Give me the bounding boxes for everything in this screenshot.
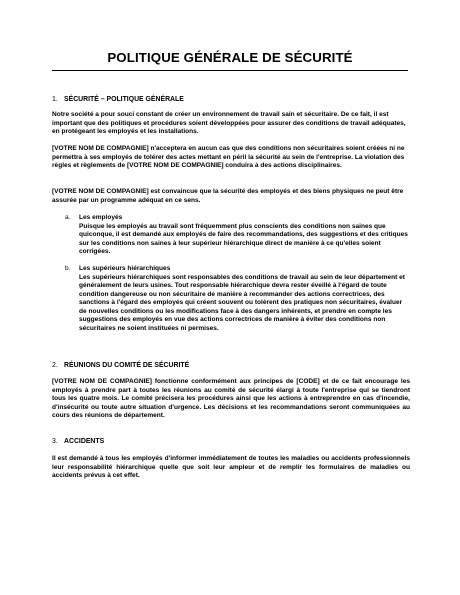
section-1-paragraph-3: [VOTRE NOM DE COMPAGNIE] est convaincue que la sécurité des employés et des biens physiques ne peut être assurée par un programme adéquat en ce sens. bbox=[52, 188, 404, 204]
document-title: POLITIQUE GÉNÉRALE DE SÉCURITÉ bbox=[107, 50, 353, 65]
section-2-number: 2. bbox=[52, 362, 58, 369]
section-1-paragraph-1: Notre société a pour souci constant de créer un environnement de travail sain et sécuritaire. De ce fait, il est important que des politiques et procédures soient développées pour assurer des conditions de travail adéquates, en protégeant les employés et les installations. bbox=[52, 111, 406, 136]
list-item-superieurs bbox=[65, 265, 409, 333]
list-item-text: Les supérieurs hiérarchiques sont responsables des conditions de travail au sein de leur département et généralement de leurs usines. Tout responsable hiérarchique devra rester éveillé à l'égard de toute condition dangereuse ou non sécuritaire de manière à recommander des actions correctrices, des sanctions à l'égard des employés qui créent souvent ou tolèrent des pratiques non sécuritaires, évaluer de nouvelles conditions ou les modifications face à des dangers inhérents, et prendre en compte les suggestions des employés en vue des actions correctrices de manière à éviter des conditions non sécuritaires ne soient instituées ni permises. bbox=[79, 273, 405, 332]
list-item-letter: b. bbox=[65, 265, 71, 272]
list-item-label: Les employés bbox=[79, 214, 123, 221]
list-item-employes bbox=[65, 214, 409, 257]
section-1-title: SÉCURITÉ – POLITIQUE GÉNÉRALE bbox=[64, 96, 184, 103]
section-3-heading bbox=[52, 438, 104, 445]
list-item-text: Puisque les employés au travail sont fréquemment plus conscients des conditions non saines que quiconque, il est demandé aux employés de faire des recommandations, des suggestions et des critiques sur les conditions non saines à leur supérieur hiérarchique direct de manière à ce qu'elles soient corrigées. bbox=[79, 222, 408, 256]
section-3-title: ACCIDENTS bbox=[64, 438, 105, 445]
section-2-paragraph-1: [VOTRE NOM DE COMPAGNIE] fonctionne conformément aux principes de [CODE] et de ce fait encourage les employés à prendre part à toutes les réunions au comité de sécurité élargi à toute l'entreprise qui se tiendront tous les quatre mois. Le comité précisera les procédures ainsi que les actions à entreprendre en cas d'incendie, d'insécurité ou toute autre situation d'urgence. Les décisions et les recommandations seront communiquées au cours des réunions de département. bbox=[52, 378, 410, 420]
section-1-heading bbox=[52, 96, 184, 103]
section-2-title: RÉUNIONS DU COMITÉ DE SÉCURITÉ bbox=[64, 362, 190, 369]
section-1-number: 1. bbox=[52, 96, 58, 103]
list-item-letter: a. bbox=[65, 214, 71, 221]
list-item-label: Les supérieurs hiérarchiques bbox=[79, 265, 171, 272]
title-underline bbox=[52, 70, 408, 71]
section-3-paragraph-1: Il est demandé à tous les employés d'informer immédiatement de toutes les maladies ou accidents professionnels leur responsabilité hiérarchique quelle que soit leur ampleur et de remplir les formulaires de maladies ou accidents prévus à cet effet. bbox=[52, 455, 410, 480]
section-3-number: 3. bbox=[52, 438, 58, 445]
section-1-paragraph-2: [VOTRE NOM DE COMPAGNIE] n'acceptera en aucun cas que des conditions non sécuritaires soient créées ni ne permettra à ses employés de tolérer des actes mettant en péril la sécurité au sein de l'entreprise. La violation des règles et règlements de [VOTRE NOM DE COMPAGNIE] conduira à des actions disciplinaires. bbox=[52, 145, 405, 170]
section-2-heading bbox=[52, 362, 189, 369]
